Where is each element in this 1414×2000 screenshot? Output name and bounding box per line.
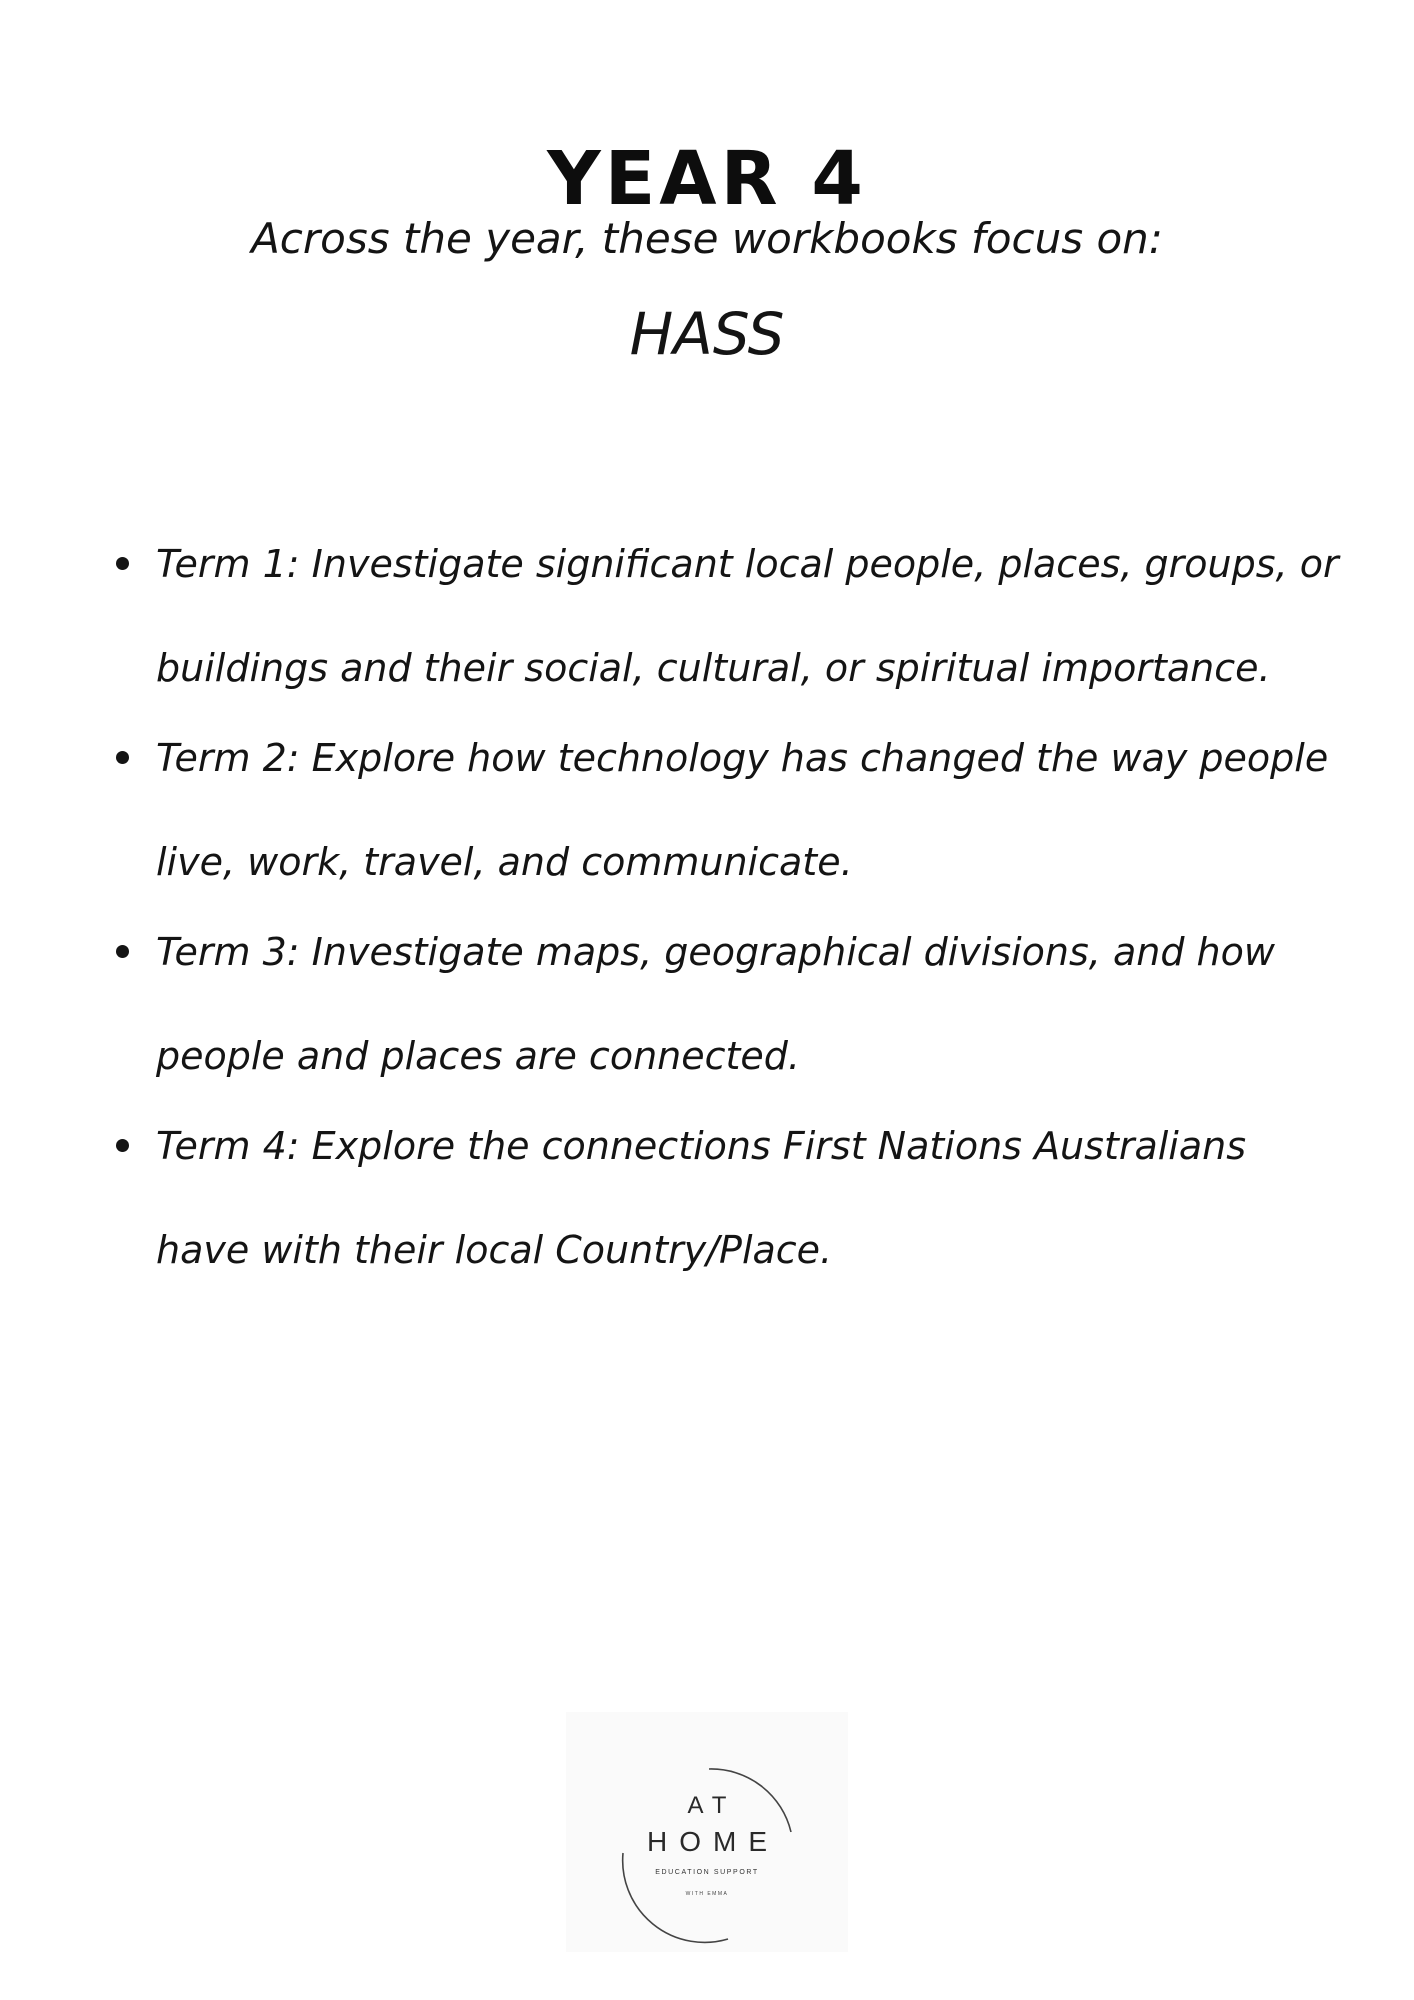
logo-text-at: AT (687, 1792, 737, 1819)
brand-logo (566, 1712, 848, 1952)
term-item-1 (112, 512, 1342, 720)
page-title: YEAR 4 (547, 135, 867, 222)
term-text: Term 2: Explore how technology has changed the way people live, work, travel, and communicate. (156, 736, 1329, 884)
page-subtitle: Across the year, these workbooks focus on: (251, 214, 1163, 263)
term-item-2 (112, 706, 1342, 914)
logo-text-home: HOME (647, 1826, 779, 1857)
bullet-icon (116, 945, 129, 958)
term-text: Term 4: Explore the connections First Nations Australians have with their local Country/Place. (156, 1124, 1247, 1272)
bullet-icon (116, 1139, 129, 1152)
logo-text-support: EDUCATION SUPPORT (655, 1869, 759, 1876)
subject-heading: HASS (629, 300, 785, 368)
term-list (112, 512, 1342, 1302)
term-item-4 (112, 1094, 1342, 1302)
bullet-icon (116, 557, 129, 570)
bullet-icon (116, 751, 129, 764)
term-text: Term 3: Investigate maps, geographical divisions, and how people and places are connected. (156, 930, 1275, 1078)
term-text: Term 1: Investigate significant local people, places, groups, or buildings and their social, cultural, or spiritual importance. (156, 542, 1339, 690)
term-item-3 (112, 900, 1342, 1108)
logo-text-with: WITH EMMA (685, 1891, 729, 1897)
